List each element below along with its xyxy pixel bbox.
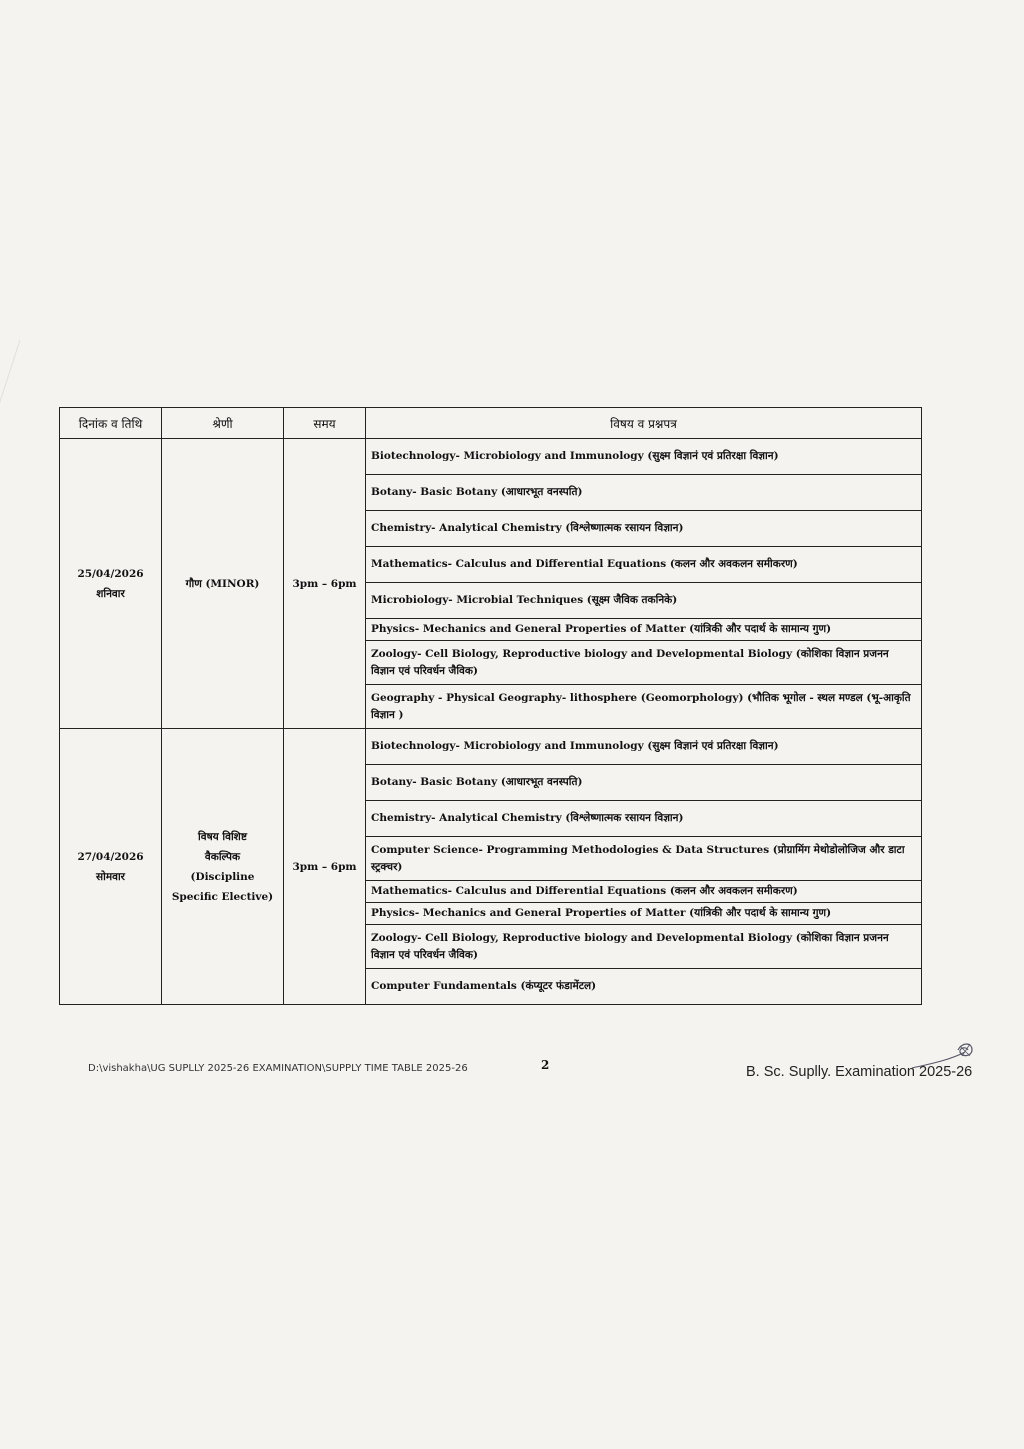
subject-cell: Zoology- Cell Biology, Reproductive biology and Developmental Biology (कोशिका विज्ञान प्रजनन विज्ञान एवं परिवर्धन जैविक) [366,641,922,685]
table-row [60,729,922,765]
subject-cell: Chemistry- Analytical Chemistry (विश्लेष्णात्मक रसायन विज्ञान) [366,801,922,837]
subject-cell: Geography - Physical Geography- lithosphere (Geomorphology) (भौतिक भूगोल - स्थल मण्डल (भू-आकृति विज्ञान ) [366,685,922,729]
session-1-date: 25/04/2026 [77,567,144,580]
subject-cell: Botany- Basic Botany (आधारभूत वनस्पति) [366,475,922,511]
header-subject: विषय व प्रश्नपत्र [366,408,922,439]
subject-cell: Physics- Mechanics and General Properties of Matter (यांत्रिकी और पदार्थ के सामान्य गुण) [366,903,922,925]
subject-cell: Computer Fundamentals (कंप्यूटर फंडामेंटल) [366,969,922,1005]
header-date: दिनांक व तिथि [60,408,162,439]
session-1-time: 3pm – 6pm [284,439,366,729]
subject-cell: Computer Science- Programming Methodologies & Data Structures (प्रोग्रामिंग मेथोडोलोजिज और डाटा स्ट्रक्चर) [366,837,922,881]
table-row [60,439,922,475]
session-2-category [162,729,284,1005]
table-header-row [60,408,922,439]
header-category: श्रेणी [162,408,284,439]
session-2-category-line4: Specific Elective) [171,890,274,903]
session-2-category-line2: वैकल्पिक [204,850,241,863]
page-number: 2 [541,1058,550,1072]
session-2-category-line3: (Discipline [190,870,255,883]
session-1-category: गौण (MINOR) [162,439,284,729]
session-2-date: 27/04/2026 [77,850,144,863]
footer-exam-name: B. Sc. Suplly. Examination 2025-26 [746,1064,973,1080]
session-2-date-cell [60,729,162,1005]
footer-file-path: D:\vishakha\UG SUPLLY 2025-26 EXAMINATION\SUPPLY TIME TABLE 2025-26 [88,1063,468,1074]
session-2-day: सोमवार [96,870,125,883]
session-2-time: 3pm – 6pm [284,729,366,1005]
subject-cell: Microbiology- Microbial Techniques (सूक्ष्म जैविक तकनिके) [366,583,922,619]
session-1-date-cell [60,439,162,729]
subject-cell: Biotechnology- Microbiology and Immunology (सुक्ष्म विज्ञानं एवं प्रतिरक्षा विज्ञान) [366,729,922,765]
page-edge-shadow [0,340,60,460]
session-2-category-line1: विषय विशिष्ट [198,830,247,843]
subject-cell: Botany- Basic Botany (आधारभूत वनस्पति) [366,765,922,801]
session-1-day: शनिवार [96,587,125,600]
subject-cell: Physics- Mechanics and General Properties of Matter (यांत्रिकी और पदार्थ के सामान्य गुण) [366,619,922,641]
subject-cell: Zoology- Cell Biology, Reproductive biology and Developmental Biology (कोशिका विज्ञान प्रजनन विज्ञान एवं परिवर्धन जैविक) [366,925,922,969]
subject-cell: Chemistry- Analytical Chemistry (विश्लेष्णात्मक रसायन विज्ञान) [366,511,922,547]
exam-timetable [59,407,922,1005]
subject-cell: Biotechnology- Microbiology and Immunology (सुक्ष्म विज्ञानं एवं प्रतिरक्षा विज्ञान) [366,439,922,475]
subject-cell: Mathematics- Calculus and Differential Equations (कलन और अवकलन समीकरण) [366,881,922,903]
signature-mark [910,1038,990,1074]
header-time: समय [284,408,366,439]
subject-cell: Mathematics- Calculus and Differential Equations (कलन और अवकलन समीकरण) [366,547,922,583]
